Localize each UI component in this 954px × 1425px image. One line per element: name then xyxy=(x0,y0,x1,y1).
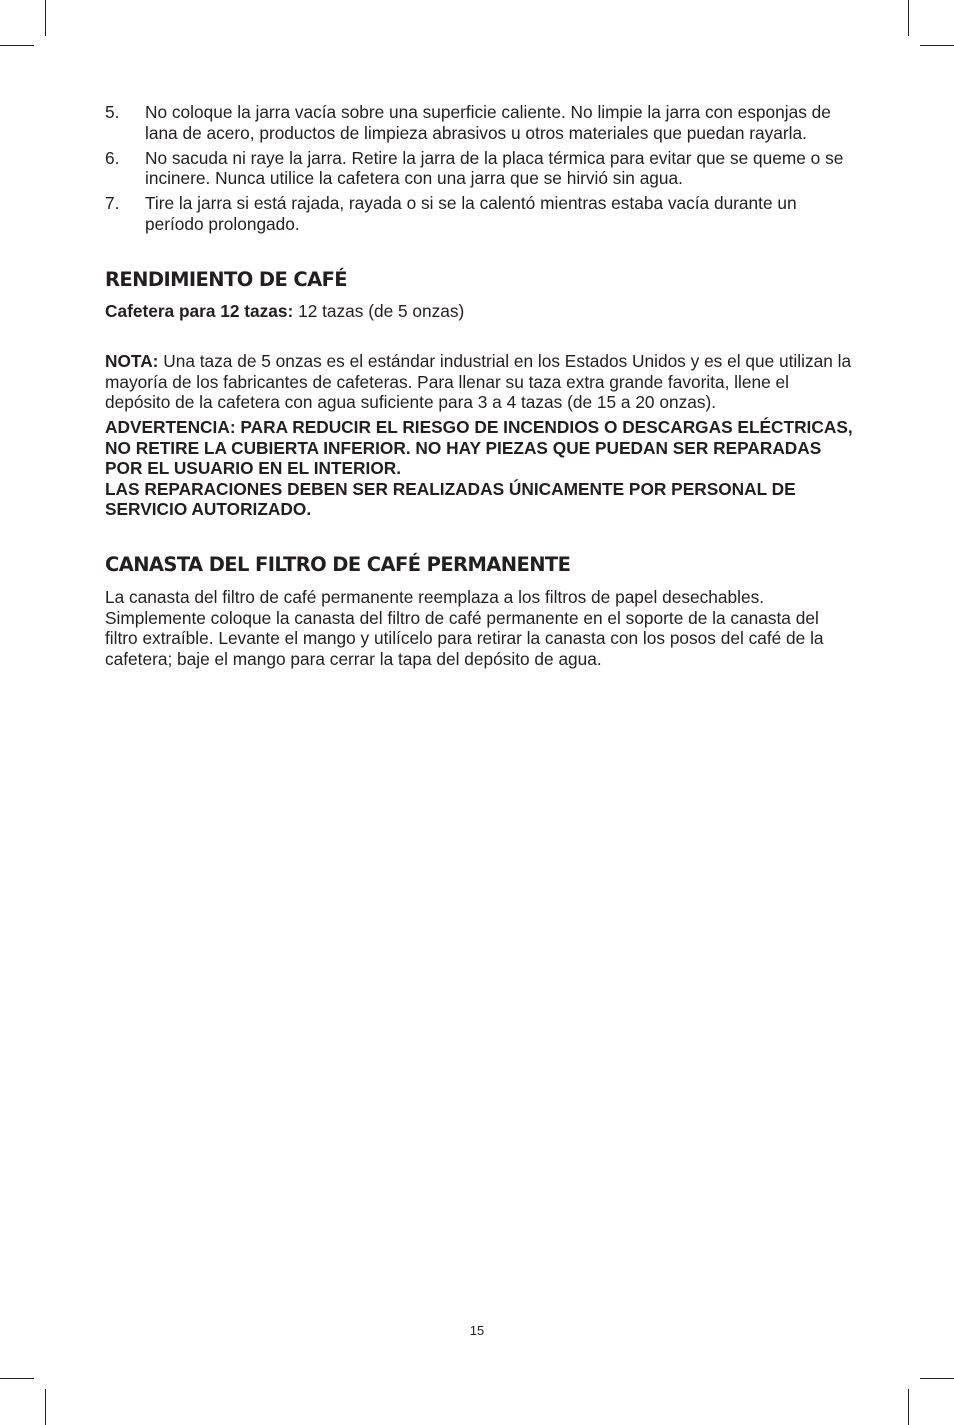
note-text: Una taza de 5 onzas es el estándar industrial en los Estados Unidos y es el que utilizan la mayoría de los fabricantes de cafeteras. Para llenar su taza extra grande favorita, llene el depósito de la cafetera con agua suficiente para 3 a 4 tazas (de 15 a 20 onzas). xyxy=(105,351,852,413)
list-item-text: No sacuda ni raye la jarra. Retire la jarra de la placa térmica para evitar que se queme o se incinere. Nunca utilice la cafetera con una jarra que se hirvió sin agua. xyxy=(145,147,844,189)
crop-mark-top-right-horizontal xyxy=(920,45,954,46)
capacity-label: Cafetera para 12 tazas: xyxy=(105,300,294,321)
crop-mark-top-right-vertical xyxy=(908,0,909,36)
crop-mark-bottom-right-vertical xyxy=(908,1389,909,1425)
warning-repair-text: LAS REPARACIONES DEBEN SER REALIZADAS ÚNICAMENTE POR PERSONAL DE SERVICIO AUTORIZADO. xyxy=(105,478,796,520)
list-item-number: 5. xyxy=(105,102,120,122)
capacity-line xyxy=(105,301,853,322)
crop-mark-bottom-left-horizontal xyxy=(0,1378,34,1379)
note-label: NOTA: xyxy=(105,351,159,372)
list-item-number: 7. xyxy=(105,193,120,214)
list-item xyxy=(105,193,853,234)
safety-list xyxy=(105,102,853,235)
coffee-yield-heading: RENDIMIENTO DE CAFÉ xyxy=(105,267,348,291)
crop-mark-bottom-right-horizontal xyxy=(920,1378,954,1379)
page-content xyxy=(105,102,853,669)
note-paragraph xyxy=(105,351,853,413)
list-item-text: Tire la jarra si está rajada, rayada o si se la calentó mientras estaba vacía durante un período prolongado. xyxy=(145,193,797,234)
crop-mark-top-left-horizontal xyxy=(0,45,34,46)
list-item-text: No coloque la jarra vacía sobre una superficie caliente. No limpie la jarra con esponjas de lana de acero, productos de limpieza abrasivos u otros materiales que puedan rayarla. xyxy=(145,102,831,143)
list-item-number: 6. xyxy=(105,147,120,168)
filter-basket-body: La canasta del filtro de café permanente reemplaza a los filtros de papel desechables. Simplemente coloque la canasta del filtro de café permanente en el soporte de la canasta del filtro extraíble. Levante el mango y utilícelo para retirar la canasta con los posos del café de la cafetera; baje el mango para cerrar la tapa del depósito de agua. xyxy=(105,586,824,669)
warning-text: ADVERTENCIA: PARA REDUCIR EL RIESGO DE INCENDIOS O DESCARGAS ELÉCTRICAS, NO RETIRE LA CUBIERTA INFERIOR. NO HAY PIEZAS QUE PUEDAN SER REPARADAS POR EL USUARIO EN EL INTERIOR. xyxy=(105,416,853,479)
capacity-value: 12 tazas (de 5 onzas) xyxy=(293,300,465,321)
crop-mark-top-left-vertical xyxy=(45,0,46,36)
page-number: 15 xyxy=(469,1323,485,1338)
filter-basket-heading: CANASTA DEL FILTRO DE CAFÉ PERMANENTE xyxy=(105,552,571,576)
list-item xyxy=(105,148,853,189)
crop-mark-bottom-left-vertical xyxy=(45,1389,46,1425)
list-item xyxy=(105,102,853,143)
